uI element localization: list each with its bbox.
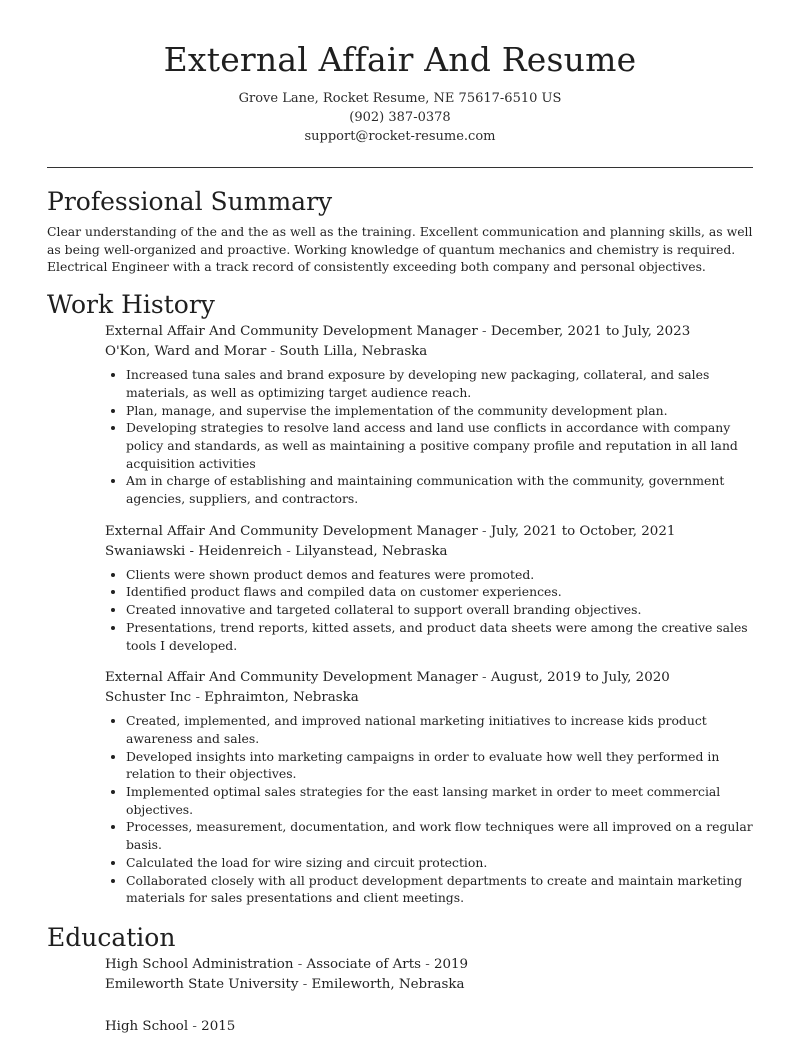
resume-body	[47, 185, 753, 1049]
job-bullets	[105, 366, 753, 508]
job-bullet: • Developing strategies to resolve land access and land use conflicts in accordance with company policy and standards, as well as maintaining a positive company profile and reputation in all land acquisition activities	[126, 419, 753, 472]
job-bullet: • Created innovative and targeted collateral to support overall branding objectives.	[126, 601, 753, 619]
phone: (902) 387-0378	[349, 110, 451, 125]
education-entry	[105, 1017, 753, 1037]
summary-section	[47, 185, 753, 276]
education-separator: -	[425, 956, 434, 972]
candidate-name: External Affair And Resume	[163, 40, 637, 79]
summary-text: Clear understanding of the and the as well as the training. Excellent communication and planning skills, as well as being well-organized and proactive. Working knowledge of quantum mechanics and chemistry is required. Electrical Engineer with a track record of consistently exceeding both company and personal objectives.	[47, 224, 753, 275]
job-company-line	[105, 688, 753, 708]
job-title-line	[105, 668, 753, 688]
job-bullets	[105, 566, 753, 655]
education-degree: Associate of Arts	[306, 956, 421, 972]
education-field: High School	[105, 1018, 189, 1034]
job-dates: July, 2021 to October, 2021	[490, 523, 676, 539]
education-degree-line	[105, 955, 753, 975]
header-divider	[47, 167, 753, 168]
job-company-line	[105, 342, 753, 362]
job-bullets	[105, 712, 753, 907]
job-bullet: • Collaborated closely with all product development departments to create and maintain marketing materials for sales presentations and client meetings.	[126, 872, 753, 907]
job-entry	[105, 322, 753, 508]
education-separator: -	[297, 956, 307, 972]
job-bullet: • Am in charge of establishing and maintaining communication with the community, government agencies, suppliers, and contractors.	[126, 472, 753, 507]
job-separator: -	[270, 344, 280, 360]
job-title-line	[105, 322, 753, 342]
job-position: External Affair And Community Development Manager	[105, 670, 478, 686]
education-section	[47, 921, 753, 1037]
job-bullet: • Clients were shown product demos and features were promoted.	[126, 566, 753, 584]
education-school: Emileworth State University	[105, 976, 299, 992]
summary-title: Professional Summary	[47, 187, 333, 216]
job-separator: -	[195, 690, 205, 706]
work-history-title: Work History	[47, 290, 215, 320]
job-bullet: • Identified product flaws and compiled data on customer experiences.	[126, 583, 753, 601]
job-company-line	[105, 542, 753, 562]
job-position: External Affair And Community Development Manager	[105, 324, 478, 340]
education-separator: -	[192, 1018, 202, 1034]
job-location: Lilyanstead, Nebraska	[295, 543, 448, 559]
contact-block	[0, 89, 800, 146]
education-year: 2019	[434, 956, 469, 972]
education-location: Emileworth, Nebraska	[311, 976, 465, 992]
job-bullet: • Developed insights into marketing campaigns in order to evaluate how well they performed in relation to their objectives.	[126, 748, 753, 783]
job-bullet: • Calculated the load for wire sizing and circuit protection.	[126, 854, 753, 872]
job-entry	[105, 522, 753, 655]
education-school-line	[105, 975, 753, 995]
email: support@rocket-resume.com	[304, 129, 496, 144]
job-location: South Lilla, Nebraska	[279, 344, 428, 360]
education-degree-line	[105, 1017, 753, 1037]
job-company: Schuster Inc	[105, 690, 192, 706]
job-bullet: • Processes, measurement, documentation, and work flow techniques were all improved on a regular basis.	[126, 818, 753, 853]
job-separator: -	[482, 324, 491, 340]
job-bullet: • Implemented optimal sales strategies for the east lansing market in order to meet commercial objectives.	[126, 783, 753, 818]
job-company: Swaniawski - Heidenreich	[105, 543, 283, 559]
resume-header	[0, 0, 800, 146]
address: Grove Lane, Rocket Resume, NE 75617-6510 US	[238, 91, 562, 106]
job-bullet: • Presentations, trend reports, kitted assets, and product data sheets were among the creative sales tools I developed.	[126, 619, 753, 654]
job-bullet: • Plan, manage, and supervise the implementation of the community development plan.	[126, 402, 753, 420]
education-entry	[105, 955, 753, 995]
job-separator: -	[482, 523, 491, 539]
job-separator: -	[286, 543, 296, 559]
job-entry	[105, 668, 753, 907]
education-separator: -	[302, 976, 312, 992]
education-year: 2015	[201, 1018, 236, 1034]
job-bullet: • Created, implemented, and improved national marketing initiatives to increase kids product awareness and sales.	[126, 712, 753, 747]
education-title: Education	[47, 922, 176, 952]
job-position: External Affair And Community Development Manager	[105, 523, 478, 539]
job-bullet: • Increased tuna sales and brand exposure by developing new packaging, collateral, and sales materials, as well as optimizing target audience reach.	[126, 366, 753, 401]
job-title-line	[105, 522, 753, 542]
work-history-section	[47, 288, 753, 907]
job-dates: December, 2021 to July, 2023	[490, 324, 691, 340]
education-field: High School Administration	[105, 956, 294, 972]
job-separator: -	[482, 670, 491, 686]
job-company: O'Kon, Ward and Morar	[105, 344, 267, 360]
job-location: Ephraimton, Nebraska	[204, 690, 359, 706]
job-dates: August, 2019 to July, 2020	[490, 670, 670, 686]
